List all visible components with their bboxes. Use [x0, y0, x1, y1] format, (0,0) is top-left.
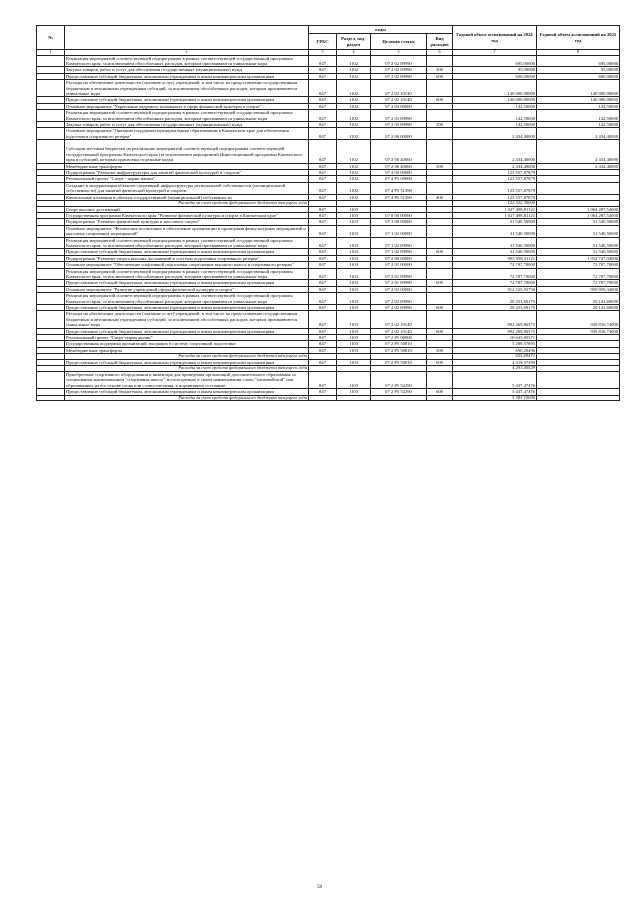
table-row [37, 237, 620, 249]
table-row [37, 80, 620, 97]
item-name-cell: Основное мероприятие "Развитие учреждений сферы физической культуры и спорта" [65, 286, 309, 292]
grbs-cell: 847 [309, 55, 337, 67]
amount-2025-cell: 72 787,70000 [537, 262, 620, 268]
amount-2024-cell: 600,00000 [453, 73, 537, 79]
expense-type-cell [427, 110, 453, 122]
section-cell: 1103 [337, 255, 371, 261]
section-cell: 1103 [337, 237, 371, 249]
target-article-cell: 07 2 02 09990 [371, 73, 427, 79]
expense-type-cell: 200 [427, 122, 453, 128]
item-name-cell: Расходы за счет средств федерального бюджета текущего года [65, 366, 309, 372]
grbs-cell: 847 [309, 311, 337, 328]
section-cell: 1103 [337, 311, 371, 328]
table-row [37, 140, 620, 163]
row-number-cell [37, 225, 65, 237]
target-article-cell: 07 2 P5 50810 [371, 359, 427, 365]
section-cell: 1102 [337, 67, 371, 73]
target-article-cell: 07 2 06 40060 [371, 140, 427, 163]
grbs-cell: 847 [309, 103, 337, 109]
grbs-cell: 847 [309, 255, 337, 261]
amount-2024-cell: 2 434,40000 [453, 163, 537, 169]
target-article-cell: 07 2 02 00000 [371, 286, 427, 292]
amount-2024-cell: 20 253,69175 [453, 293, 537, 305]
target-article-cell: 07 2 00 00000 [371, 255, 427, 261]
grbs-cell: 847 [309, 67, 337, 73]
table-row [37, 55, 620, 67]
row-number-cell [37, 311, 65, 328]
expense-type-cell [427, 371, 453, 388]
target-article-cell: 07 2 P5 00000 [371, 335, 427, 341]
index-cell: 5 [371, 50, 427, 56]
grbs-cell: 847 [309, 206, 337, 212]
index-cell: 1 [37, 50, 65, 56]
amount-2024-cell: 690,20496 [453, 347, 537, 353]
grbs-cell: 847 [309, 80, 337, 97]
section-cell: 1103 [337, 262, 371, 268]
amount-2024-cell: 123 557,87879 [453, 182, 537, 194]
item-name-cell: Межбюджетные трансферты [65, 347, 309, 353]
amount-2024-cell: 5 437,47476 [453, 389, 537, 395]
amount-2025-cell: 2 434,40000 [537, 128, 620, 140]
target-article-cell: 07 2 03 00000 [371, 103, 427, 109]
amount-2025-cell: 1 064 287,54000 [537, 212, 620, 218]
amount-2024-cell: 31 540,50000 [453, 237, 537, 249]
amount-2024-cell: 655,69471 [453, 354, 537, 360]
amount-2024-cell: 4 293,40529 [453, 366, 537, 372]
amount-2024-cell: 142,50000 [453, 122, 537, 128]
amount-2024-cell: 31 540,50000 [453, 225, 537, 237]
section-cell: 1102 [337, 80, 371, 97]
amount-2024-cell: 142,50000 [453, 110, 537, 122]
section-cell: 1103 [337, 389, 371, 395]
amount-2024-cell: 142,50000 [453, 103, 537, 109]
amount-2025-cell: 939 816,74000 [537, 328, 620, 334]
item-name-cell: Закупка товаров, работ и услуг для обеспечения государственных (муниципальных) нужд [65, 67, 309, 73]
grbs-cell: 847 [309, 110, 337, 122]
amount-2025-cell: 142,50000 [537, 110, 620, 122]
grbs-cell: 847 [309, 293, 337, 305]
item-name-cell: Предоставление субсидий бюджетным, автономным учреждениям и иным некоммерческим организациям [65, 305, 309, 311]
amount-2025-cell [537, 371, 620, 388]
expense-type-cell: 500 [427, 163, 453, 169]
item-name-cell: Подпрограмма "Развитие инфраструктуры для занятий физической культурой и спортом" [65, 169, 309, 175]
section-cell: 1103 [337, 293, 371, 305]
item-name-cell: Государственная поддержка организаций, входящих в систему спортивной подготовки [65, 341, 309, 347]
expense-type-cell: 600 [427, 328, 453, 334]
target-article-cell: 07 1 02 09990 [371, 249, 427, 255]
section-cell: 1102 [337, 169, 371, 175]
item-name-cell: Основное мероприятие "Физическое воспитание и обеспечение организации и проведения физкультурных мероприятий и массовых спортивных мероприятий" [65, 225, 309, 237]
amount-2025-cell: 31 540,50000 [537, 219, 620, 225]
section-cell: 1103 [337, 249, 371, 255]
target-article-cell: 07 2 01 09990 [371, 268, 427, 280]
section-cell: 1103 [337, 206, 371, 212]
target-article-cell: 07 4 00 00000 [371, 169, 427, 175]
target-article-cell: 07 2 02 09990 [371, 67, 427, 73]
amount-2024-cell: 123 557,87879 [453, 194, 537, 200]
expense-type-cell: 600 [427, 305, 453, 311]
expense-type-cell: 600 [427, 389, 453, 395]
index-cell: 4 [337, 50, 371, 56]
item-name-cell: Межбюджетные трансферты [65, 163, 309, 169]
target-article-cell: 07 2 06 40060 [371, 163, 427, 169]
target-article-cell: 07 0 00 00000 [371, 212, 427, 218]
item-name-cell: Реализация мероприятий соответствующей подпрограммы в рамках соответствующей государственной программы Камчатского края, за исключением обособленных расходов, которым присваиваются уникальные коды [65, 268, 309, 280]
expense-type-cell [427, 225, 453, 237]
item-name-cell: Основное мероприятие "Укрепление кадрового потенциала в сфере физической культуры и спорта" [65, 103, 309, 109]
item-name-cell: Расходы за счет средств федерального бюджета текущего года [65, 354, 309, 360]
section-cell: 1103 [337, 286, 371, 292]
item-name-cell: Предоставление субсидий бюджетным, автономным учреждениям и иным некоммерческим организациям [65, 97, 309, 103]
grbs-cell: 847 [309, 280, 337, 286]
section-cell: 1102 [337, 176, 371, 182]
amount-2025-cell: 31 540,50000 [537, 249, 620, 255]
header-name [65, 26, 309, 50]
amount-2024-cell: 123 557,87879 [453, 176, 537, 182]
item-name-cell: Государственная программа Камчатского края "Развитие физической культуры и спорта в Камчатском крае" [65, 212, 309, 218]
target-article-cell: 07 4 P5 00000 [371, 176, 427, 182]
expense-type-cell [427, 128, 453, 140]
amount-2025-cell: 695,00000 [537, 55, 620, 67]
amount-2025-cell: 939 816,74000 [537, 311, 620, 328]
section-cell [337, 395, 371, 401]
page-number: 58 [317, 885, 322, 890]
grbs-cell: 847 [309, 359, 337, 365]
table-row [37, 225, 620, 237]
target-article-cell: 07 1 02 00000 [371, 225, 427, 237]
item-name-cell: Спорт высших достижений [65, 206, 309, 212]
target-article-cell: 07 4 P5 51390 [371, 194, 427, 200]
index-cell: 3 [309, 50, 337, 56]
item-name-cell: Предоставление субсидий бюджетным, автономным учреждениям и иным некоммерческим организациям [65, 249, 309, 255]
grbs-cell: 847 [309, 122, 337, 128]
grbs-cell: 847 [309, 194, 337, 200]
grbs-cell: 847 [309, 262, 337, 268]
grbs-cell: 847 [309, 305, 337, 311]
target-article-cell: 07 2 P5 52290 [371, 371, 427, 388]
target-article-cell: 07 2 03 09990 [371, 110, 427, 122]
table-row [37, 182, 620, 194]
section-cell: 1102 [337, 97, 371, 103]
header-vid: Вид расходов [427, 34, 453, 50]
amount-2024-cell: 892 269,86575 [453, 328, 537, 334]
table-row [37, 371, 620, 388]
table-row [37, 293, 620, 305]
item-name-cell: Основное мероприятие "Оказание поддержки муниципальным образованиям в Камчатском крае для обеспечения подготовки спортивного резерва" [65, 128, 309, 140]
amount-2025-cell: 140 000,00000 [537, 97, 620, 103]
section-cell: 1103 [337, 225, 371, 237]
amount-2025-cell: 95,00000 [537, 67, 620, 73]
row-number-cell [37, 110, 65, 122]
header-no: № [37, 26, 65, 50]
amount-2024-cell: 1 027 498,81121 [453, 206, 537, 212]
target-article-cell: 07 1 00 00000 [371, 219, 427, 225]
amount-2025-cell: 1 032 747,04000 [537, 255, 620, 261]
item-name-cell: Расходы за счет средств федерального бюджета текущего года [65, 200, 309, 206]
grbs-cell: 847 [309, 328, 337, 334]
item-name-cell: Подпрограмма "Развитие физической культуры и массового спорта" [65, 219, 309, 225]
grbs-cell: 847 [309, 163, 337, 169]
grbs-cell: 847 [309, 73, 337, 79]
target-article-cell: 07 2 06 00000 [371, 128, 427, 140]
grbs-cell: 847 [309, 182, 337, 194]
table-row [37, 128, 620, 140]
item-name-cell: Реализация мероприятий соответствующей подпрограммы в рамках соответствующей государственной программы Камчатского края, за исключением обособленных расходов, которым присваиваются уникальные коды [65, 110, 309, 122]
item-name-cell: Реализация мероприятий соответствующей подпрограммы в рамках соответствующей государственной программы Камчатского края, за исключением обособленных расходов, которым присваиваются уникальные коды [65, 237, 309, 249]
grbs-cell: 847 [309, 341, 337, 347]
amount-2024-cell: 695,00000 [453, 55, 537, 67]
item-name-cell: Подпрограмма "Развитие спорта высших достижений и системы подготовки спортивного резерва" [65, 255, 309, 261]
amount-2024-cell: 72 787,70000 [453, 268, 537, 280]
expense-type-cell [427, 293, 453, 305]
section-cell: 1102 [337, 73, 371, 79]
row-number-cell [37, 237, 65, 249]
amount-2025-cell: 1 064 287,54000 [537, 206, 620, 212]
grbs-cell: 847 [309, 225, 337, 237]
amount-2025-cell: 31 540,50000 [537, 237, 620, 249]
item-name-cell: Региональный проект "Спорт-норма жизни" [65, 335, 309, 341]
amount-2025-cell: 142,50000 [537, 103, 620, 109]
section-cell: 1102 [337, 55, 371, 67]
section-cell: 1103 [337, 280, 371, 286]
item-name-cell: Капитальные вложения в объекты государственной (муниципальной) собственности [65, 194, 309, 200]
amount-2024-cell: 2 434,40000 [453, 140, 537, 163]
target-article-cell: 07 2 02 09990 [371, 55, 427, 67]
item-name-cell: Предоставление субсидий бюджетным, автономным учреждениям и иным некоммерческим организациям [65, 280, 309, 286]
index-cell: 2 [65, 50, 309, 56]
index-cell: 8 [537, 50, 620, 56]
section-cell: 1102 [337, 110, 371, 122]
header-2025: Годовой объем ассигнований на 2025 год [537, 26, 620, 50]
amount-2024-cell: 31 540,50000 [453, 249, 537, 255]
header-target: Целевая статья [371, 34, 427, 50]
index-cell: 6 [427, 50, 453, 56]
amount-2024-cell: 5 437,47476 [453, 371, 537, 388]
header-section: Раздел, под-раздел [337, 34, 371, 50]
item-name-cell: Реализация мероприятий соответствующей подпрограммы в рамках соответствующей государственной программы Камчатского края, за исключением обособленных расходов, которым присваиваются уникальные коды [65, 293, 309, 305]
amount-2024-cell: 140 000,00000 [453, 80, 537, 97]
grbs-cell: 847 [309, 389, 337, 395]
grbs-cell: 847 [309, 212, 337, 218]
expense-type-cell [427, 395, 453, 401]
section-cell: 1103 [337, 328, 371, 334]
amount-2025-cell [537, 182, 620, 194]
target-article-cell: 07 2 02 10140 [371, 328, 427, 334]
expense-type-cell [427, 140, 453, 163]
amount-2025-cell: 72 787,70000 [537, 280, 620, 286]
amount-2024-cell: 912 525,55750 [453, 286, 537, 292]
item-name-cell: Закупка товаров, работ и услуг для обеспечения государственных (муниципальных) нужд [65, 122, 309, 128]
amount-2024-cell: 995 958,31121 [453, 255, 537, 261]
row-number-cell [37, 80, 65, 97]
amount-2025-cell: 2 434,40000 [537, 163, 620, 169]
target-article-cell: 07 2 P5 50810 [371, 341, 427, 347]
amount-2025-cell: 20 142,60000 [537, 293, 620, 305]
grbs-cell: 847 [309, 237, 337, 249]
row-number-cell [37, 55, 65, 67]
amount-2025-cell: 20 142,60000 [537, 305, 620, 311]
amount-2024-cell: 4 519,37399 [453, 359, 537, 365]
amount-2025-cell: 2 434,40000 [537, 140, 620, 163]
section-cell: 1103 [337, 335, 371, 341]
expense-type-cell [427, 55, 453, 67]
row-number-cell [37, 293, 65, 305]
row-number-cell [37, 128, 65, 140]
amount-2025-cell: 140 000,00000 [537, 80, 620, 97]
target-article-cell: 07 2 P5 52290 [371, 389, 427, 395]
expense-type-cell [427, 182, 453, 194]
federal-budget-subrow [37, 395, 620, 401]
amount-2024-cell: 2 434,40000 [453, 128, 537, 140]
amount-2025-cell: 142,50000 [537, 122, 620, 128]
section-cell: 1102 [337, 122, 371, 128]
amount-2024-cell: 72 787,70000 [453, 262, 537, 268]
table-row [37, 110, 620, 122]
section-cell: 1103 [337, 212, 371, 218]
header-2024: Годовой объем ассигнований на 2024 год [453, 26, 537, 50]
grbs-cell: 847 [309, 169, 337, 175]
item-name-cell: Приобретение спортивного оборудования и инвентаря для приведения организаций дополнительного образования со специальным наименованием "спортивная школа", использующих в своем наименовании слово "олимпийский" или образованных на его основе слова или словосочетания, в нормативное состояние [65, 371, 309, 388]
item-name-cell: Предоставление субсидий бюджетным, автономным учреждениям и иным некоммерческим организациям [65, 73, 309, 79]
table-row [37, 311, 620, 328]
target-article-cell: 07 2 02 10140 [371, 97, 427, 103]
item-name-cell: Предоставление субсидий бюджетным, автономным учреждениям и иным некоммерческим организациям [65, 359, 309, 365]
grbs-cell: 847 [309, 128, 337, 140]
header-codes: коды [309, 26, 453, 34]
amount-2024-cell: 123 557,87879 [453, 169, 537, 175]
row-number-cell [37, 182, 65, 194]
target-article-cell: 07 2 03 09990 [371, 122, 427, 128]
target-article-cell: 07 2 01 00000 [371, 262, 427, 268]
amount-2025-cell: 72 787,70000 [537, 268, 620, 280]
expense-type-cell [427, 80, 453, 97]
target-article-cell: 07 2 02 09990 [371, 305, 427, 311]
section-cell: 1103 [337, 347, 371, 353]
item-name-cell: Расходы на обеспечение деятельности (оказание услуг) учреждений, в том числе на предоставление государственным бюджетным и автономным учреждениям субсидий, за исключением обособленных расходов, которым присваиваются уникальные коды [65, 311, 309, 328]
amount-2024-cell: 122 322,30000 [453, 200, 537, 206]
amount-2024-cell: 20 253,69175 [453, 305, 537, 311]
grbs-cell: 847 [309, 219, 337, 225]
index-cell: 7 [453, 50, 537, 56]
target-article-cell: 07 2 01 09990 [371, 280, 427, 286]
item-name-cell: Региональный проект "Спорт - норма жизни" [65, 176, 309, 182]
grbs-cell: 847 [309, 249, 337, 255]
section-cell: 1102 [337, 163, 371, 169]
grbs-cell: 847 [309, 268, 337, 280]
section-cell: 1103 [337, 268, 371, 280]
amount-2024-cell: 5 209,57895 [453, 341, 537, 347]
grbs-cell: 847 [309, 286, 337, 292]
section-cell: 1102 [337, 140, 371, 163]
grbs-cell: 847 [309, 347, 337, 353]
expense-type-cell: 600 [427, 73, 453, 79]
row-number-cell [37, 268, 65, 280]
section-cell: 1102 [337, 182, 371, 194]
expense-type-cell: 500 [427, 347, 453, 353]
expense-type-cell: 200 [427, 67, 453, 73]
amount-2025-cell: 600,00000 [537, 73, 620, 79]
amount-2025-cell [537, 395, 620, 401]
row-number-cell [37, 371, 65, 388]
item-name-cell: Реализация мероприятий соответствующей подпрограммы в рамках соответствующей государственной программы Камчатского края, за исключением обособленных расходов, которым присваиваются уникальные коды [65, 55, 309, 67]
expense-type-cell [427, 237, 453, 249]
section-cell: 1102 [337, 103, 371, 109]
item-name-cell: Предоставление субсидий бюджетным, автономным учреждениям и иным некоммерческим организациям [65, 328, 309, 334]
target-article-cell: 07 4 P5 51390 [371, 182, 427, 194]
section-cell: 1103 [337, 371, 371, 388]
section-cell: 1103 [337, 219, 371, 225]
target-article-cell: 07 1 02 09990 [371, 237, 427, 249]
amount-2024-cell: 5 383,10000 [453, 395, 537, 401]
amount-2024-cell: 72 787,70000 [453, 280, 537, 286]
expense-type-cell: 600 [427, 97, 453, 103]
item-name-cell: Расходы на обеспечение деятельности (оказание услуг) учреждений, в том числе на предоставление государственным бюджетным и автономным учреждениям субсидий, за исключением обособленных расходов, которым присваиваются уникальные коды [65, 80, 309, 97]
expense-type-cell: 400 [427, 194, 453, 200]
grbs-cell: 847 [309, 176, 337, 182]
item-name-cell: Создание и модернизация объектов спортивной инфраструктуры региональной собственности (муниципальной собственности) для занятий физической культурой и спортом [65, 182, 309, 194]
amount-2024-cell: 95,00000 [453, 67, 537, 73]
budget-table [36, 25, 620, 401]
grbs-cell: 847 [309, 140, 337, 163]
section-cell: 1102 [337, 194, 371, 200]
target-article-cell [371, 395, 427, 401]
amount-2025-cell: 31 540,50000 [537, 225, 620, 237]
expense-type-cell: 600 [427, 359, 453, 365]
item-name-cell: Основное мероприятие "Обеспечение спортивной подготовки спортсменов высокого класса и спортивного резерва" [65, 262, 309, 268]
header-row-1 [37, 26, 620, 34]
amount-2024-cell: 140 000,00000 [453, 97, 537, 103]
grbs-cell [309, 395, 337, 401]
amount-2024-cell: 1 027 498,81121 [453, 212, 537, 218]
grbs-cell: 847 [309, 97, 337, 103]
row-number-cell [37, 395, 65, 401]
expense-type-cell: 600 [427, 280, 453, 286]
amount-2025-cell: 959 959,34000 [537, 286, 620, 292]
grbs-cell: 847 [309, 335, 337, 341]
target-article-cell: 07 2 02 10140 [371, 80, 427, 97]
amount-2024-cell: 10 645,05371 [453, 335, 537, 341]
item-name-cell: Предоставление субсидий бюджетным, автономным учреждениям и иным некоммерческим организациям [65, 389, 309, 395]
table-body [37, 55, 620, 401]
amount-2024-cell: 892 269,86575 [453, 311, 537, 328]
item-name-cell: Субсидии местным бюджетам на реализацию мероприятий соответствующей подпрограммы соответствующей государственной программы Камчатского края (за исключением мероприятий Инвестиционной программы Камчатского края и субсидий, которым присвоены отдельные коды) [65, 140, 309, 163]
section-cell: 1103 [337, 305, 371, 311]
table-row [37, 268, 620, 280]
target-article-cell: 07 2 02 10140 [371, 311, 427, 328]
header-grbs: ГРБС [309, 34, 337, 50]
amount-2024-cell: 31 540,50000 [453, 219, 537, 225]
section-cell: 1103 [337, 341, 371, 347]
item-name-cell: Расходы за счет средств федерального бюджета текущего года [65, 395, 309, 401]
expense-type-cell [427, 268, 453, 280]
section-cell: 1102 [337, 128, 371, 140]
section-cell: 1103 [337, 359, 371, 365]
target-article-cell: 07 2 02 09990 [371, 293, 427, 305]
expense-type-cell [427, 311, 453, 328]
expense-type-cell: 600 [427, 249, 453, 255]
row-number-cell [37, 140, 65, 163]
grbs-cell: 847 [309, 371, 337, 388]
target-article-cell: 07 2 P5 50810 [371, 347, 427, 353]
